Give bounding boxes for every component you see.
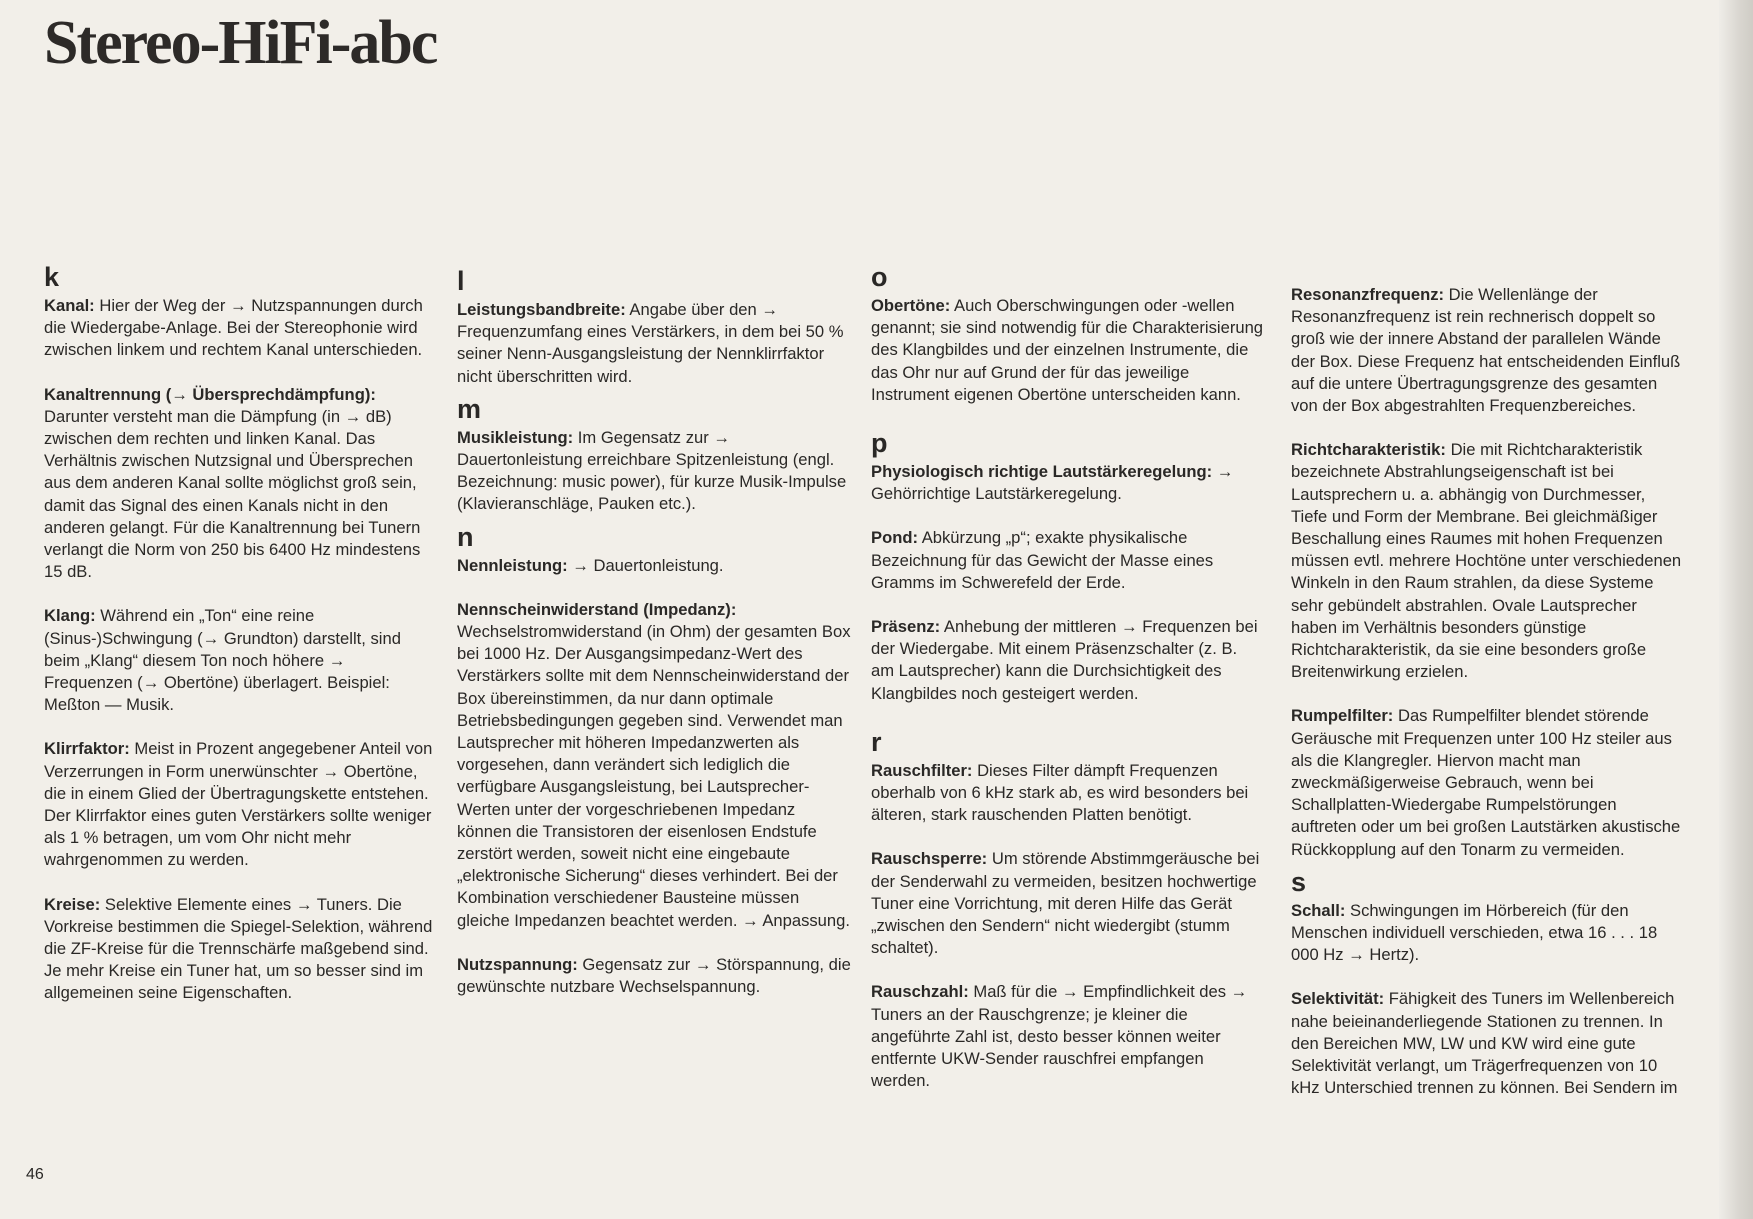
glossary-entry-rauschzahl: [871, 981, 1264, 1092]
page-number: 46: [26, 1166, 44, 1183]
entry-term: Musikleistung:: [457, 427, 574, 447]
entry-text: Fähigkeit des Tuners im Wellenbereich nahe beieinanderliegende Stationen zu trennen. In den Bereichen MW, LW und KW wird eine gute Selektivität verlangt, um Trägerfrequenzen von 10 kHz Unterschied trennen zu können. Bei Sendern im: [1291, 989, 1678, 1098]
glossary-entry-klirrfaktor: [44, 738, 436, 871]
entry-term: Obertöne:: [871, 296, 951, 315]
entry-text: Gegensatz zur → Störspannung, die gewünschte nutzbare Wechselspannung.: [457, 954, 851, 997]
entry-term: Kreise:: [44, 894, 101, 914]
glossary-entry-resonanzfrequenz: [1291, 284, 1683, 417]
entry-term: Nennscheinwiderstand (Impedanz):: [457, 599, 737, 619]
column-2: [457, 266, 852, 1020]
glossary-entry-kanal: [44, 295, 436, 362]
glossary-entry-nutzspannung: [457, 954, 852, 998]
entry-term: Kanal:: [44, 296, 95, 315]
entry-text: Dieses Filter dämpft Frequenzen oberhalb von 6 kHz stark ab, es wird besonders bei älteren, stark rauschenden Platten benötigt.: [871, 760, 1249, 825]
glossary-entry-selektivitaet: [1291, 988, 1683, 1099]
entry-term: Präsenz:: [871, 617, 941, 637]
entry-text: Hier der Weg der → Nutzspannungen durch die Wiedergabe-Anlage. Bei der Stereophonie wird zwischen linkem und rechtem Kanal unterschieden.: [44, 296, 423, 360]
section-letter: k: [44, 262, 60, 292]
column-4: [1291, 284, 1683, 1122]
entry-term: Rauschsperre:: [871, 849, 988, 869]
entry-text: Im Gegensatz zur → Dauertonleistung erreichbare Spitzenleistung (engl. Bezeichnung: music power), für kurze Musik-Impulse (Klavieranschläge, Pauken etc.).: [457, 427, 847, 514]
entry-term: Schall:: [1291, 900, 1346, 920]
entry-term: Rauschfilter:: [871, 760, 973, 780]
entry-term: Pond:: [871, 528, 919, 548]
glossary-entry-obertoene: [871, 295, 1264, 406]
entry-term: Resonanzfrequenz:: [1291, 285, 1445, 304]
glossary-entry-klang: [44, 605, 436, 716]
entry-term: Rumpelfilter:: [1291, 706, 1394, 726]
entry-term: Nennleistung:: [457, 555, 568, 575]
section-letter: n: [457, 521, 474, 552]
glossary-entry-leistungsbandbreite: [457, 299, 852, 388]
entry-text: Auch Oberschwingungen oder -wellen genannt; sie sind notwendig für die Charakterisierung des Klangbildes und der einzelnen Instrumente, die das Ohr nur auf Grund der für das jeweilige Instrument eigenen Obertöne unterscheiden kann.: [871, 296, 1264, 404]
entry-text: Das Rumpelfilter blendet störende Geräusche mit Frequenzen unter 100 Hz steiler aus als die Klangregler. Hiervon macht man zweckmäßigerweise Gebrauch, wenn bei Schallplatten-Wiedergabe Rumpelstörungen auftreten oder um bei großen Lautstärken akustische Rückkopplung auf den Tonarm zu vermeiden.: [1291, 706, 1681, 859]
entry-term: Nutzspannung:: [457, 954, 578, 974]
entry-text: Die mit Richtcharakteristik bezeichnete Abstrahlungseigenschaft ist bei Lautsprechern u. a. abhängig von Durchmesser, Tiefe und Form der Membrane. Bei gleichmäßiger Beschallung eines Raumes mit hohen Frequenzen müssen evtl. mehrere Hochtöne unter verschiedenen Winkeln in den Raum strahlen, da diese Systeme sehr gebündelt abstrahlen. Ovale Lautsprecher haben im Verhältnis besonders günstige Richtcharakteristik, da sie eine besonders große Breitenwirkung erzielen.: [1291, 440, 1682, 682]
entry-text: Um störende Abstimmgeräusche bei der Senderwahl zu vermeiden, besitzen hochwertige Tuner eine Vorrichtung, mit deren Hilfe das Gerät „zwischen den Sendern“ nicht wiedergibt (stumm schaltet).: [871, 849, 1260, 958]
glossary-entry-rumpelfilter: [1291, 705, 1683, 860]
entry-text: Selektive Elemente eines → Tuners. Die Vorkreise bestimmen die Spiegel-Selektion, während die ZF-Kreise für die Trennschärfe maßgebend sind. Je mehr Kreise ein Tuner hat, um so besser sind im allgemeinen seine Eigenschaften.: [44, 894, 433, 1003]
glossary-entry-rauschfilter: [871, 760, 1264, 827]
entry-term: Richtcharakteristik:: [1291, 440, 1446, 460]
glossary-entry-rauschsperre: [871, 848, 1264, 959]
glossary-entry-nennscheinwiderstand: [457, 599, 852, 932]
section-letter: l: [457, 266, 465, 296]
glossary-entry-nennleistung: [457, 555, 852, 577]
page-edge: [1719, 0, 1753, 1219]
section-letter: r: [871, 726, 882, 757]
entry-text: → Gehörrichtige Lautstärkeregelung.: [871, 462, 1234, 504]
glossary-entry-schall: [1291, 900, 1683, 967]
glossary-entry-kreise: [44, 894, 436, 1005]
column-1: [44, 262, 436, 1027]
entry-text: Die Wellenlänge der Resonanzfrequenz ist rein rechnerisch doppelt so groß wie der innere Abstand der parallelen Wände der Box. Diese Frequenz hat entscheidenden Einfluß auf die untere Übertragungsgrenze des gesamten von der Box abgestrahlten Frequenzbereiches.: [1291, 285, 1681, 416]
entry-term: Kanaltrennung (→ Übersprechdämpfung):: [44, 384, 376, 404]
entry-text: Angabe über den → Frequenzumfang eines Verstärkers, in dem bei 50 % seiner Nenn-Ausgangsleistung der Nennklirrfaktor nicht überschritten wird.: [457, 300, 844, 386]
entry-text: Meist in Prozent angegebener Anteil von Verzerrungen in Form unerwünschter → Obertöne, die in einem Glied der Übertragungskette entstehen. Der Klirrfaktor eines guten Verstärkers sollte weniger als 1 % betragen, um vom Ohr nicht mehr wahrgenommen zu werden.: [44, 739, 433, 870]
entry-term: Leistungsbandbreite:: [457, 300, 626, 319]
entry-text: Darunter versteht man die Dämpfung (in → dB) zwischen dem rechten und linken Kanal. Das Verhältnis zwischen Nutzsignal und Übersprechen aus dem anderen Kanal sollte möglichst groß sein, damit das Signal des einen Kanals nicht in den anderen gelangt. Für die Kanaltrennung bei Tunern verlangt die Norm von 250 bis 6400 Hz mindestens 15 dB.: [44, 406, 421, 582]
entry-term: Klang:: [44, 606, 96, 626]
glossary-entry-pond: [871, 527, 1264, 594]
entry-text: Während ein „Ton“ eine reine (Sinus-)Schwingung (→ Grundton) darstellt, sind beim „Klang“ diesem Ton noch höhere → Frequenzen (→ Obertöne) überlagert. Beispiel: Meßton — Musik.: [44, 606, 401, 715]
page-title: Stereo-HiFi-abc: [44, 9, 437, 77]
entry-text: Wechselstromwiderstand (in Ohm) der gesamten Box bei 1000 Hz. Der Ausgangsimpedanz-Wert des Verstärkers sollte mit dem Nennscheinwiderstand der Box übereinstimmen, da nur dann optimale Betriebsbedingungen gegeben sind. Verwendet man Lautsprecher mit höheren Impedanzwerten als vorgesehen, dann verändert sich lediglich die verfügbare Ausgangsleistung, bei Lautsprecher-Werten unter der vorgeschriebenen Impedanz können die Transistoren der eisenlosen Endstufe zerstört werden, soweit nicht eine eingebaute „elektronische Sicherung“ dieses verhindert. Bei der Kombination verschiedener Bausteine müssen gleiche Impedanzen beachtet werden. → Anpassung.: [457, 622, 851, 930]
entry-text: Anhebung der mittleren → Frequenzen bei der Wiedergabe. Mit einem Präsenzschalter (z. B. am Lautsprecher) kann die Durchsichtigkeit des Klangbildes noch gesteigert werden.: [871, 617, 1258, 703]
glossary-entry-kanaltrennung: [44, 384, 436, 584]
glossary-entry-physiologisch: [871, 461, 1264, 505]
entry-term: Rauschzahl:: [871, 982, 969, 1002]
entry-text: Maß für die → Empfindlichkeit des → Tuners an der Rauschgrenze; je kleiner die angeführte Zahl ist, desto besser können weiter entfernte UKW-Sender rauschfrei empfangen werden.: [871, 982, 1248, 1091]
glossary-entry-musikleistung: [457, 427, 852, 516]
entry-text: Schwingungen im Hörbereich (für den Menschen individuell verschieden, etwa 16 . . . 18 000 Hz → Hertz).: [1291, 900, 1658, 965]
section-letter: s: [1291, 866, 1307, 897]
column-3: [871, 262, 1264, 1114]
entry-text: Abkürzung „p“; exakte physikalische Bezeichnung für das Gewicht der Masse eines Gramms im Schwerefeld der Erde.: [871, 528, 1214, 592]
section-letter: p: [871, 428, 888, 459]
entry-text: → Dauertonleistung.: [572, 555, 724, 575]
section-letter: m: [457, 393, 482, 424]
glossary-entry-richtcharakteristik: [1291, 439, 1683, 683]
entry-term: Klirrfaktor:: [44, 739, 130, 759]
glossary-entry-praesenz: [871, 616, 1264, 705]
section-letter: o: [871, 262, 888, 292]
entry-term: Selektivität:: [1291, 989, 1385, 1009]
entry-term: Physiologisch richtige Lautstärkeregelung:: [871, 462, 1213, 482]
